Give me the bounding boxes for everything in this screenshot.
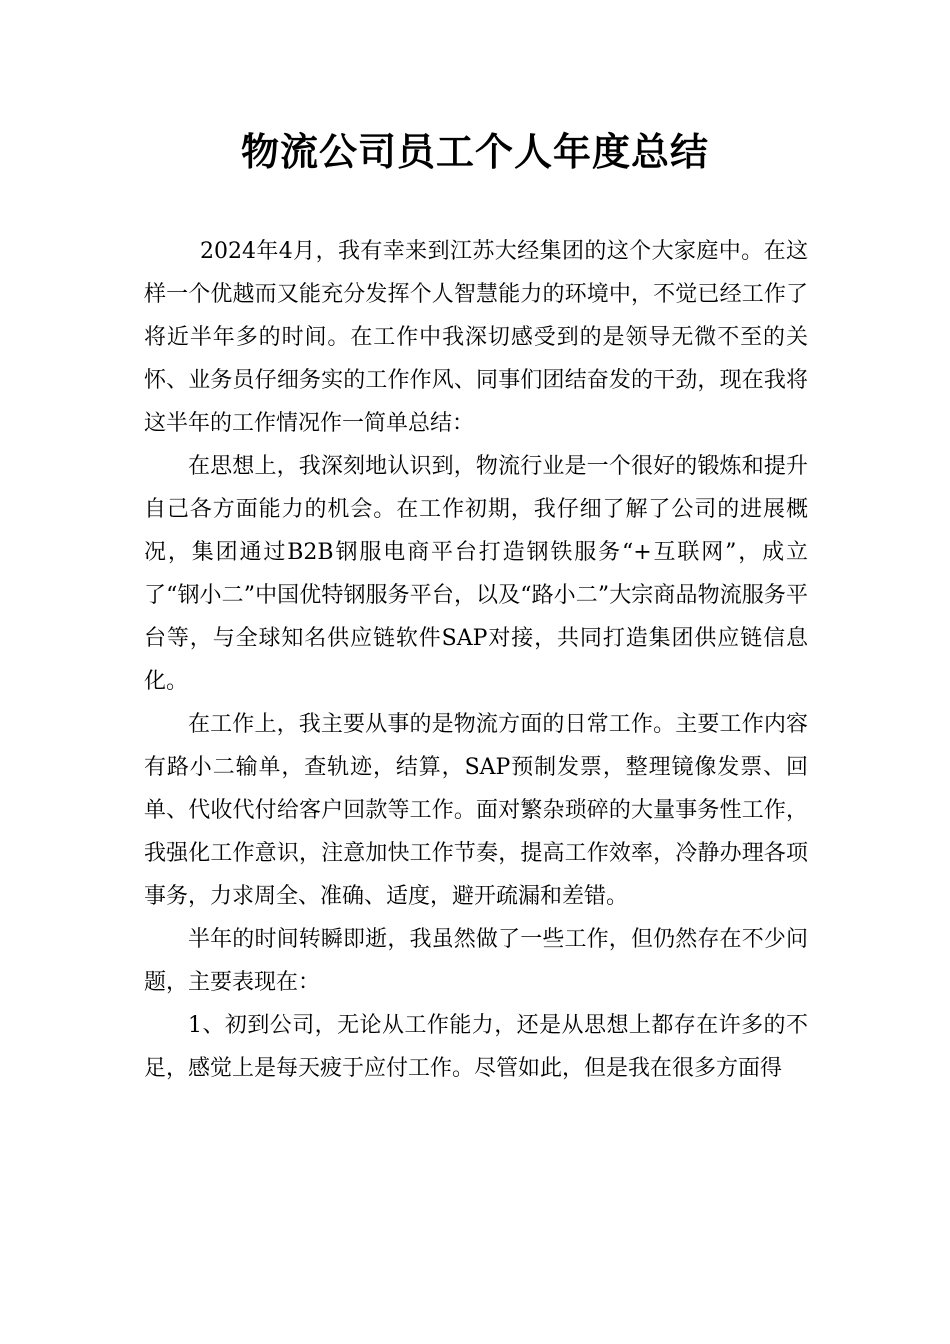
document-title: 物流公司员工个人年度总结: [240, 130, 709, 174]
document-body: [144, 230, 808, 1090]
paragraph-problem-1: 1、初到公司，无论从工作能力，还是从思想上都存在许多的不足，感觉上是每天疲于应付工作。尽管如此，但是我在很多方面得: [144, 1013, 808, 1081]
paragraph-work: 在工作上，我主要从事的是物流方面的日常工作。主要工作内容有路小二输单，查轨迹，结算，SAP预制发票，整理镜像发票、回单、代收代付给客户回款等工作。面对繁杂琐碎的大量事务性工作，我强化工作意识，注意加快工作节奏，提高工作效率，冷静办理各项事务，力求周全、准确、适度，避开疏漏和差错。: [144, 712, 808, 909]
paragraph-intro: 2024年4月，我有幸来到江苏大经集团的这个大家庭中。在这样一个优越而又能充分发挥个人智慧能力的环境中，不觉已经工作了将近半年多的时间。在工作中我深切感受到的是领导无微不至的关怀、业务员仔细务实的工作作风、同事们团结奋发的干劲，现在我将这半年的工作情况作一简单总结：: [144, 239, 808, 436]
paragraph-problems: 半年的时间转瞬即逝，我虽然做了一些工作，但仍然存在不少问题，主要表现在：: [144, 927, 808, 995]
paragraph-thinking: 在思想上，我深刻地认识到，物流行业是一个很好的锻炼和提升自己各方面能力的机会。在工作初期，我仔细了解了公司的进展概况，集团通过B2B钢服电商平台打造钢铁服务“+互联网”，成立了“钢小二”中国优特钢服务平台，以及“路小二”大宗商品物流服务平台等，与全球知名供应链软件SAP对接，共同打造集团供应链信息化。: [144, 454, 808, 694]
